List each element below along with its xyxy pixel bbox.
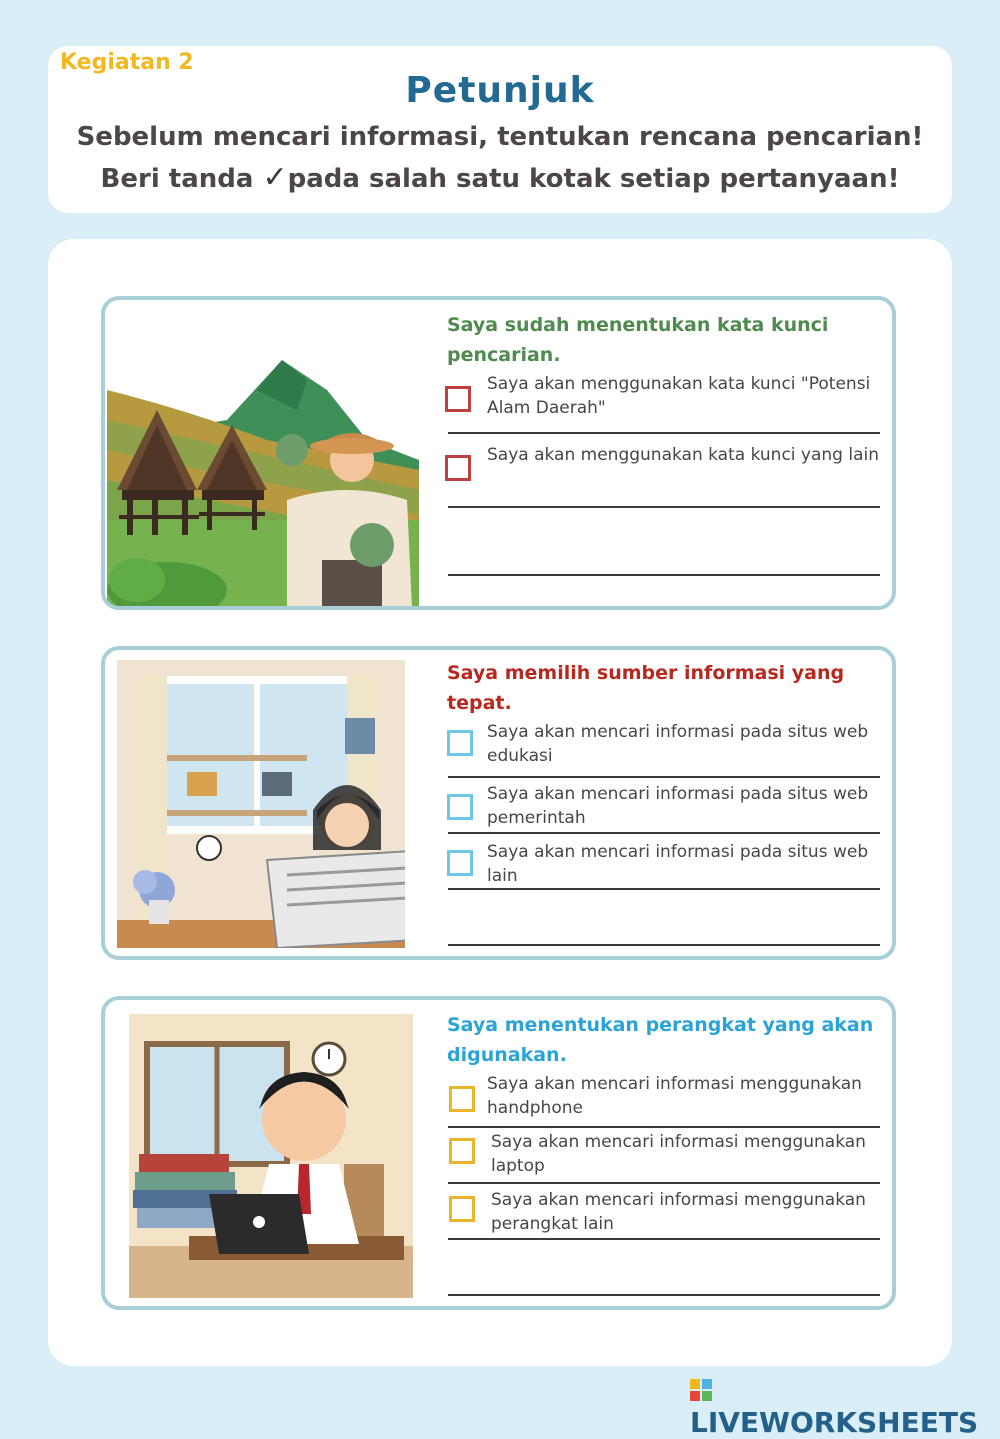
answer-line[interactable] bbox=[448, 944, 880, 946]
divider-line bbox=[448, 888, 880, 890]
divider-line bbox=[448, 776, 880, 778]
option-checkbox[interactable] bbox=[449, 1086, 475, 1112]
page-title: Petunjuk bbox=[405, 70, 595, 111]
instruction-line-1: Sebelum mencari informasi, tentukan rencana pencarian! bbox=[76, 122, 924, 152]
option-label: Saya akan menggunakan kata kunci yang lain bbox=[487, 445, 880, 465]
question-title: Saya sudah menentukan kata kunci pencarian. bbox=[447, 314, 829, 366]
student-laptop-illustration bbox=[129, 1014, 413, 1298]
activity-label: Kegiatan 2 bbox=[60, 50, 194, 75]
option-checkbox[interactable] bbox=[447, 794, 473, 820]
option-checkbox[interactable] bbox=[445, 386, 471, 412]
option-checkbox[interactable] bbox=[449, 1138, 475, 1164]
instruction-line-2-end: pada salah satu kotak setiap pertanyaan! bbox=[287, 164, 900, 194]
instruction-line-2-start: Beri tanda bbox=[100, 164, 254, 194]
question-card-keywords bbox=[101, 296, 896, 610]
option-label: Saya akan mencari informasi menggunakan handphone bbox=[487, 1074, 862, 1118]
question-card-source bbox=[101, 646, 896, 960]
question-title: Saya menentukan perangkat yang akan digunakan. bbox=[447, 1014, 874, 1066]
option-checkbox[interactable] bbox=[445, 455, 471, 481]
checkmark-icon: ✓ bbox=[262, 160, 288, 195]
liveworksheets-logo-icon bbox=[690, 1375, 712, 1397]
divider-line bbox=[448, 506, 880, 508]
option-label: Saya akan mencari informasi menggunakan laptop bbox=[491, 1132, 866, 1176]
option-checkbox[interactable] bbox=[449, 1196, 475, 1222]
option-checkbox[interactable] bbox=[447, 850, 473, 876]
option-label: Saya akan mencari informasi pada situs web pemerintah bbox=[487, 784, 869, 828]
option-label: Saya akan menggunakan kata kunci "Potensi Alam Daerah" bbox=[487, 374, 871, 418]
instruction-line-2 bbox=[0, 160, 1000, 195]
divider-line bbox=[448, 1126, 880, 1128]
divider-line bbox=[448, 1238, 880, 1240]
brand-name: LIVEWORKSHEETS bbox=[690, 1406, 979, 1439]
option-label: Saya akan mencari informasi pada situs web lain bbox=[487, 842, 869, 886]
question-card-device bbox=[101, 996, 896, 1310]
question-title: Saya memilih sumber informasi yang tepat. bbox=[447, 662, 845, 714]
divider-line bbox=[448, 432, 880, 434]
reading-newspaper-illustration bbox=[117, 660, 405, 948]
answer-line[interactable] bbox=[448, 1294, 880, 1296]
option-label: Saya akan mencari informasi menggunakan perangkat lain bbox=[491, 1190, 866, 1234]
answer-line[interactable] bbox=[448, 574, 880, 576]
divider-line bbox=[448, 1182, 880, 1184]
footer-brand bbox=[690, 1373, 1000, 1439]
divider-line bbox=[448, 832, 880, 834]
option-label: Saya akan mencari informasi pada situs web edukasi bbox=[487, 722, 869, 766]
option-checkbox[interactable] bbox=[447, 730, 473, 756]
farmer-illustration bbox=[107, 350, 419, 608]
